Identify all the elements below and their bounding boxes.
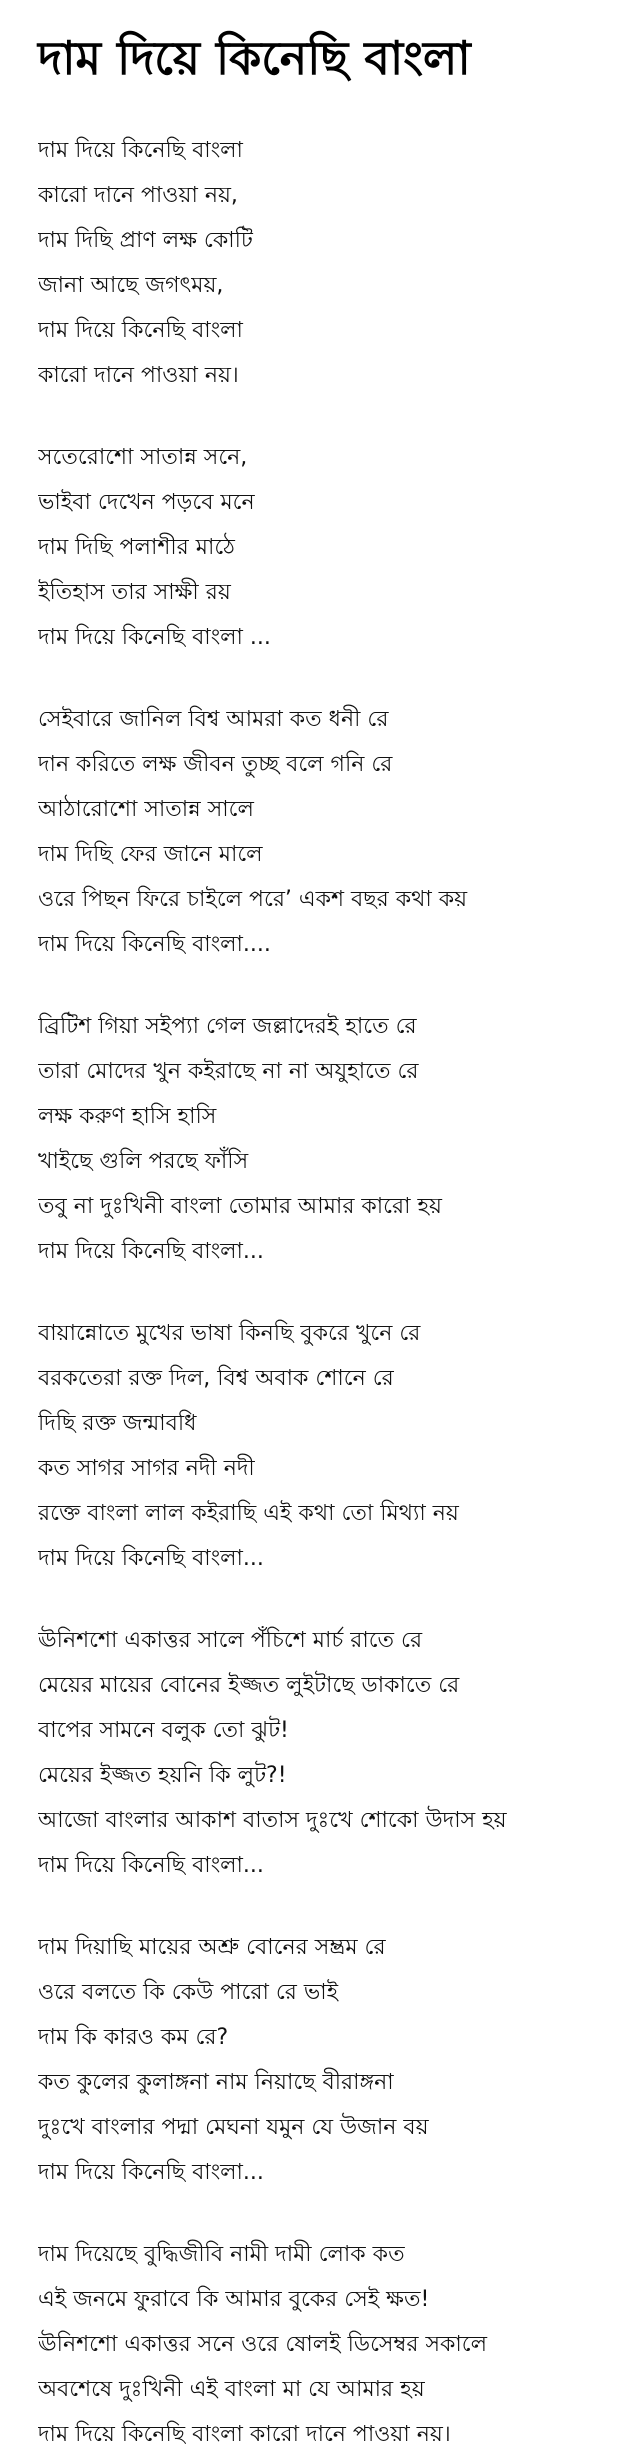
poem-line: দাম দিছি প্রাণ লক্ষ কোটি <box>38 228 253 253</box>
poem-line: কত সাগর সাগর নদী নদী <box>38 1456 255 1481</box>
poem-line: দাম দিছি পলাশীর মাঠে <box>38 535 235 560</box>
poem-line: ওরে বলতে কি কেউ পারো রে ভাই <box>38 1980 339 2005</box>
poem-line: ভাইবা দেখেন পড়বে মনে <box>38 490 255 515</box>
poem-line: তবু না দুঃখিনী বাংলা তোমার আমার কারো হয় <box>38 1194 443 1219</box>
poem-line: দাম দিছি ফের জানে মালে <box>38 842 263 867</box>
poem-line: ওরে পিছন ফিরে চাইলে পরে’ একশ বছর কথা কয় <box>38 887 468 912</box>
poem-line: কত কুলের কুলাঙ্গনা নাম নিয়াছে বীরাঙ্গনা <box>38 2070 394 2095</box>
poem-line: ঊনিশশো একাত্তর সনে ওরে ষোলই ডিসেম্বর সকালে <box>38 2332 488 2357</box>
poem-line: দাম দিয়ে কিনেছি বাংলা <box>38 138 243 163</box>
poem-line: মেয়ের ইজ্জত হয়নি কি লুট?! <box>38 1763 287 1788</box>
poem-line: দাম দিয়ে কিনেছি বাংলা কারো দানে পাওয়া নয়। <box>38 2422 451 2447</box>
poem-stanza <box>38 697 620 967</box>
poem-line: রক্তে বাংলা লাল কইরাছি এই কথা তো মিথ্যা নয় <box>38 1501 459 1526</box>
poem-line: দাম দিয়ে কিনেছি বাংলা... <box>38 1853 264 1878</box>
poem-line: এই জনমে ফুরাবে কি আমার বুকের সেই ক্ষত! <box>38 2287 430 2312</box>
poem-line: দাম দিয়ে কিনেছি বাংলা... <box>38 2160 264 2185</box>
poem-line: দাম কি কারও কম রে? <box>38 2025 229 2050</box>
poem-line: দুঃখে বাংলার পদ্মা মেঘনা যমুন যে উজান বয় <box>38 2115 429 2140</box>
poem-line: তারা মোদের খুন কইরাছে না না অযুহাতে রে <box>38 1059 419 1084</box>
poem-line: দাম দিয়েছে বুদ্ধিজীবি নামী দামী লোক কত <box>38 2242 405 2267</box>
poem-body <box>38 128 620 2457</box>
poem-line: ব্রিটিশ গিয়া সইপ্যা গেল জল্লাদেরই হাতে রে <box>38 1014 417 1039</box>
poem-line: বায়ান্নোতে মুখের ভাষা কিনছি বুকরে খুনে রে <box>38 1321 421 1346</box>
poem-line: দিছি রক্ত জন্মাবধি <box>38 1411 197 1436</box>
poem-line: দাম দিয়ে কিনেছি বাংলা... <box>38 1546 264 1571</box>
poem-line: কারো দানে পাওয়া নয়। <box>38 363 239 388</box>
poem-line: আঠারোশো সাতান্ন সালে <box>38 797 254 822</box>
poem-line: জানা আছে জগৎময়, <box>38 273 224 298</box>
poem-stanza <box>38 1925 620 2195</box>
poem-line: আজো বাংলার আকাশ বাতাস দুঃখে শোকো উদাস হয় <box>38 1808 507 1833</box>
poem-line: ঊনিশশো একাত্তর সালে পঁচিশে মার্চ রাতে রে <box>38 1628 423 1653</box>
poem-line: বরকতেরা রক্ত দিল, বিশ্ব অবাক শোনে রে <box>38 1366 394 1391</box>
poem-line: লক্ষ করুণ হাসি হাসি <box>38 1104 217 1129</box>
poem-stanza <box>38 1311 620 1581</box>
poem-line: ইতিহাস তার সাক্ষী রয় <box>38 580 231 605</box>
poem-line: দাম দিয়ে কিনেছি বাংলা <box>38 318 243 343</box>
poem-line: দাম দিয়ে কিনেছি বাংলা ... <box>38 625 271 650</box>
poem-line: দাম দিয়ে কিনেছি বাংলা... <box>38 1239 264 1264</box>
poem-line: দান করিতে লক্ষ জীবন তুচ্ছ বলে গনি রে <box>38 752 393 777</box>
poem-line: কারো দানে পাওয়া নয়, <box>38 183 238 208</box>
poem-line: সেইবারে জানিল বিশ্ব আমরা কত ধনী রে <box>38 707 389 732</box>
poem-line: দাম দিয়ে কিনেছি বাংলা.... <box>38 932 271 957</box>
poem-line: সতেরোশো সাতান্ন সনে, <box>38 445 248 470</box>
poem-stanza <box>38 1618 620 1888</box>
poem-stanza <box>38 435 620 660</box>
poem-stanza <box>38 1004 620 1274</box>
poem-stanza <box>38 128 620 398</box>
poem-line: খাইছে গুলি পরছে ফাঁসি <box>38 1149 249 1174</box>
poem-line: বাপের সামনে বলুক তো ঝুট! <box>38 1718 289 1743</box>
page-title: দাম দিয়ে কিনেছি বাংলা <box>38 31 471 85</box>
poem-line: অবশেষে দুঃখিনী এই বাংলা মা যে আমার হয় <box>38 2377 425 2402</box>
poem-line: মেয়ের মায়ের বোনের ইজ্জত লুইটাছে ডাকাতে রে <box>38 1673 460 1698</box>
poem-stanza <box>38 2232 620 2457</box>
poem-line: দাম দিয়াছি মায়ের অশ্রু বোনের সম্ভ্রম রে <box>38 1935 386 1960</box>
